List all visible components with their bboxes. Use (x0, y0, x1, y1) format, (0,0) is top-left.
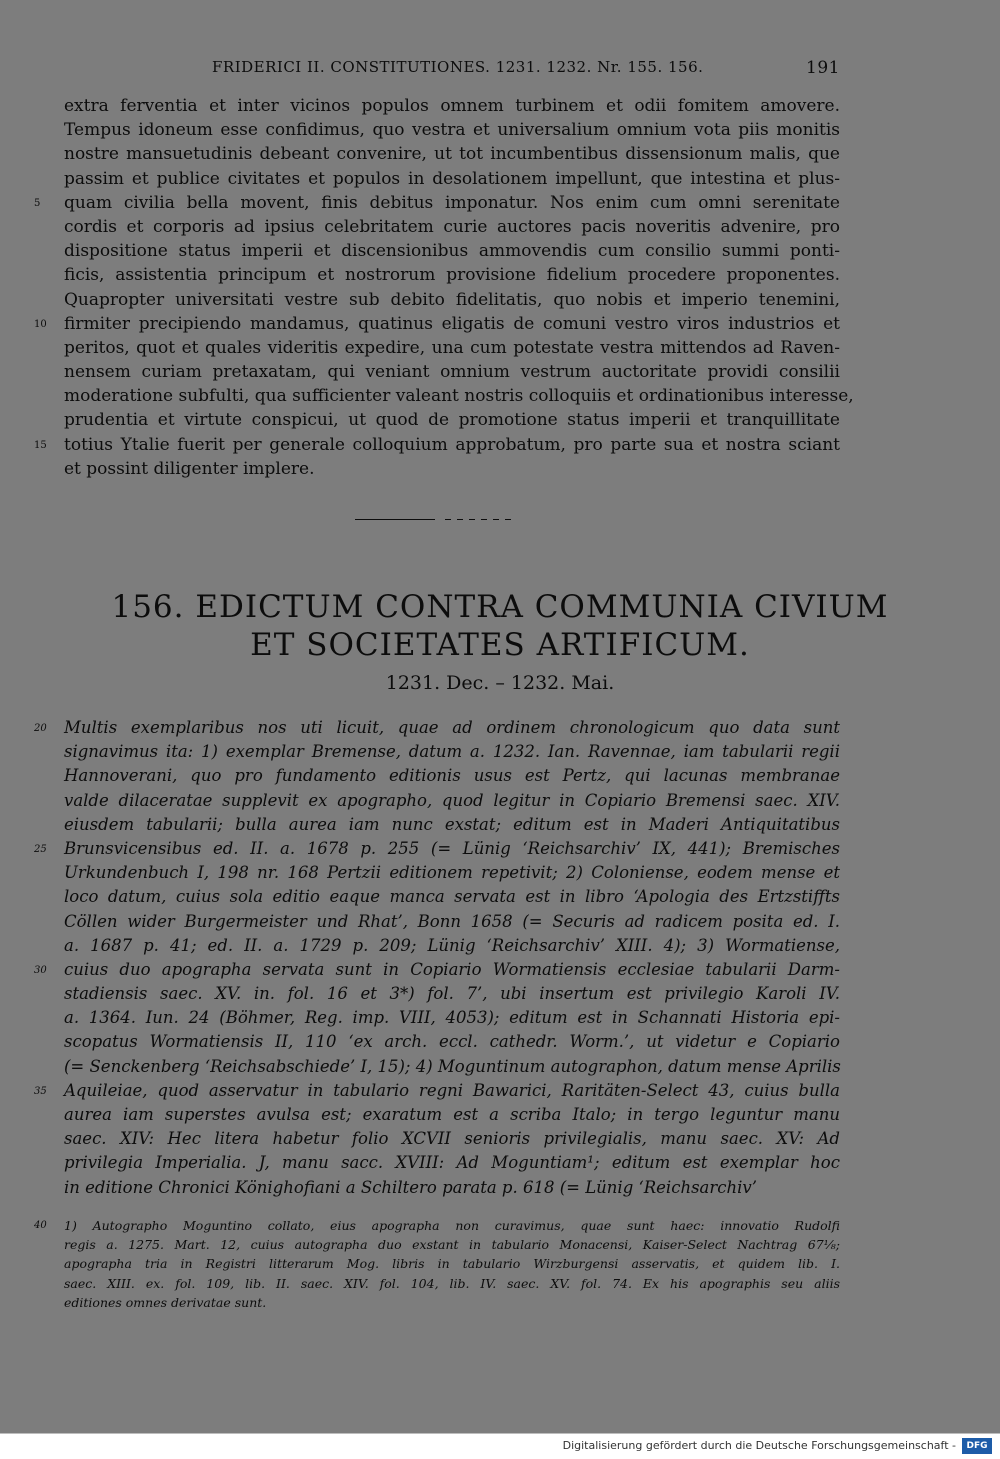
intro-line (64, 1127, 840, 1151)
line-number: 15 (34, 439, 47, 451)
line-text: nostre mansuetudinis debeant convenire, ut tot incumbentibus dissensionum malis, que (64, 144, 840, 165)
line-text: privilegia Imperialia. J, manu sacc. XVIII: Ad Moguntiam¹; editum est exemplar hoc (64, 1153, 840, 1173)
line-number: 20 (34, 723, 47, 734)
line-text: cordis et corporis ad ipsius celebritatem curie auctores pacis noveritis advenire, pro (64, 216, 840, 237)
footnote-line (64, 1293, 840, 1312)
line-text: Brunsvicensibus ed. II. a. 1678 p. 255 (= Lünig ‘Reichsarchiv’ IX, 441); Bremisches (64, 838, 840, 858)
body-line (64, 94, 840, 118)
line-number: 5 (34, 197, 41, 209)
body-line (64, 118, 840, 142)
line-text: extra ferventia et inter vicinos populos omnem turbinem et odii fomitem amovere. (64, 96, 840, 116)
line-text: dispositione status imperii et discensionibus ammovendis cum consilio summi ponti- (64, 241, 840, 262)
intro-line (64, 885, 840, 909)
line-text: et possint diligenter implere. (64, 458, 315, 479)
line-number: 40 (34, 1220, 47, 1231)
section-separator (355, 518, 515, 522)
intro-line (34, 1079, 840, 1103)
document-date: 1231. Dec. – 1232. Mai. (385, 672, 615, 694)
line-text: scopatus Wormatiensis II, 110 ‘ex arch. eccl. cathedr. Worm.’, ut videtur e Copiario (64, 1032, 840, 1052)
line-number: 25 (34, 843, 47, 855)
body-line (64, 384, 854, 408)
line-number: 10 (34, 318, 47, 330)
editorial-introduction (34, 716, 841, 1200)
document-title-line-1: 156. EDICTUM CONTRA COMMUNIA CIVIUM (111, 589, 889, 625)
body-line (34, 191, 840, 215)
line-text: a. 1364. Iun. 24 (Böhmer, Reg. imp. VIII, 4053); editum est in Schannati Historia epi- (64, 1008, 840, 1028)
intro-line (64, 740, 840, 764)
line-text: firmiter precipiendo mandamus, quatinus eligatis de comuni vestro viros industrios et (64, 313, 840, 334)
intro-line (64, 1055, 840, 1079)
footnote-line (64, 1274, 840, 1293)
line-text: Aquileiae, quod asservatur in tabulario regni Bawarici, Raritäten-Select 43, cuius bulla (64, 1080, 840, 1100)
line-text: Quapropter universitati vestre sub debito fidelitatis, quo nobis et imperio tenemini, (64, 289, 840, 310)
line-text: Multis exemplaribus nos uti licuit, quae ad ordinem chronologicum quo data sunt (64, 718, 840, 737)
intro-line (64, 982, 840, 1006)
line-text: stadiensis saec. XV. in. fol. 16 et 3*) fol. 7’, ubi insertum est privilegio Karoli IV. (64, 984, 840, 1004)
body-line (64, 457, 840, 481)
line-text: editiones omnes derivatae sunt. (64, 1294, 267, 1310)
line-text: totius Ytalie fuerit per generale colloquium approbatum, pro parte sua et nostra sciant (64, 434, 840, 455)
line-text: signavimus ita: 1) exemplar Bremense, datum a. 1232. Ian. Ravennae, iam tabularii regii (64, 742, 840, 762)
body-line (64, 263, 840, 287)
line-text: saec. XIV: Hec litera habetur folio XCVII senioris privilegialis, manu saec. XV: Ad (64, 1129, 840, 1149)
intro-line (64, 813, 840, 837)
body-line (64, 167, 840, 191)
intro-line (34, 958, 840, 982)
line-text: ficis, assistentia principum et nostrorum provisione fidelium procedere proponentes. (64, 265, 840, 286)
intro-line (64, 764, 840, 788)
line-text: Tempus idoneum esse confidimus, quo vestra et universalium omnium vota piis monitis (64, 120, 840, 141)
footnote-line (34, 1216, 840, 1235)
body-line (64, 142, 840, 166)
body-line (64, 215, 840, 239)
line-text: saec. XIII. ex. fol. 109, lib. II. saec. XIV. fol. 104, lib. IV. saec. XV. fol. 74. Ex his apographis seu aliis (64, 1275, 840, 1291)
line-text: nensem curiam pretaxatam, qui veniant omnium vestrum auctoritate providi consilii (64, 362, 840, 383)
intro-line (64, 1176, 840, 1200)
body-line (64, 288, 840, 312)
line-text: Urkundenbuch I, 198 nr. 168 Pertzii editionem repetivit; 2) Coloniense, eodem mense et (64, 863, 840, 883)
intro-line (64, 861, 840, 885)
intro-line (34, 837, 840, 861)
line-text: loco datum, cuius sola editio eaque manca servata est in libro ‘Apologia des Ertzstiffts (64, 887, 840, 907)
body-text (34, 94, 854, 481)
line-text: in editione Chronici Könighofiani a Schiltero parata p. 618 (= Lünig ‘Reichsarchiv’ (64, 1177, 757, 1197)
intro-line (64, 934, 840, 958)
line-text: quam civilia bella movent, finis debitus imponatur. Nos enim cum omni serenitate (64, 192, 840, 213)
line-text: a. 1687 p. 41; ed. II. a. 1729 p. 209; Lünig ‘Reichsarchiv’ XIII. 4); 3) Wormatiense, (64, 935, 840, 955)
line-text: moderatione subfulti, qua sufficienter valeant nostris colloquiis et ordinationibus interesse, (64, 386, 854, 407)
document-title-line-2: ET SOCIETATES ARTIFICUM. (250, 627, 750, 663)
running-head-title: FRIDERICI II. CONSTITUTIONES. 1231. 1232. Nr. 155. 156. (212, 58, 704, 76)
intro-line (64, 1151, 840, 1175)
intro-line (64, 789, 840, 813)
document-title (40, 588, 960, 664)
intro-line (64, 1030, 840, 1054)
line-text: peritos, quot et quales videritis expedire, una cum potestate vestra mittendos ad Raven- (64, 337, 840, 358)
digitization-footer (0, 1433, 1000, 1459)
body-line (34, 312, 840, 336)
intro-line (34, 716, 840, 740)
intro-line (64, 1006, 840, 1030)
line-number: 35 (34, 1085, 47, 1097)
intro-line (64, 910, 840, 934)
body-line (64, 336, 840, 360)
body-line (64, 360, 840, 384)
line-text: (= Senckenberg ‘Reichsabschiede’ I, 15); 4) Moguntinum autographon, datum mense Aprilis (64, 1056, 841, 1076)
dfg-credit-text: Digitalisierung gefördert durch die Deutsche Forschungsgemeinschaft - (562, 1439, 956, 1452)
body-line (64, 239, 840, 263)
footnote-line (64, 1235, 840, 1254)
body-line (34, 433, 840, 457)
line-text: valde dilaceratae supplevit ex apographo, quod legitur in Copiario Bremensi saec. XIV. (64, 790, 840, 810)
dfg-logo: DFG (962, 1438, 992, 1454)
line-text: prudentia et virtute conspicui, ut quod de promotione status imperii et tranquillitate (64, 410, 840, 431)
line-text: 1) Autographo Moguntino collato, eius apographa non curavimus, quae sunt haec: innovatio Rudolfi (64, 1218, 840, 1233)
line-text: Cöllen wider Burgermeister und Rhat’, Bonn 1658 (= Securis ad radicem posita ed. I. (64, 911, 840, 931)
page-number: 191 (806, 58, 840, 78)
line-text: aurea iam superstes avulsa est; exaratum est a scriba Italo; in tergo leguntur manu (64, 1105, 840, 1124)
line-number: 30 (34, 964, 47, 976)
line-text: apographa tria in Registri litterarum Mog. libris in tabulario Wirzburgensi asservatis, et quidem lib. I. (64, 1256, 840, 1272)
line-text: cuius duo apographa servata sunt in Copiario Wormatiensis ecclesiae tabularii Darm- (64, 959, 840, 979)
intro-line (64, 1103, 840, 1127)
line-text: Hannoverani, quo pro fundamento editionis usus est Pertz, qui lacunas membranae (64, 766, 840, 786)
line-text: passim et publice civitates et populos in desolationem impellunt, que intestina et plus- (64, 168, 840, 189)
footnote-line (64, 1254, 840, 1273)
line-text: regis a. 1275. Mart. 12, cuius autographa duo exstant in tabulario Monacensi, Kaiser-Select Nachtrag 67⅛; (64, 1237, 840, 1253)
line-text: eiusdem tabularii; bulla aurea iam nunc exstat; editum est in Maderi Antiquitatibus (64, 814, 840, 834)
footnote (34, 1216, 840, 1312)
body-line (64, 408, 840, 432)
